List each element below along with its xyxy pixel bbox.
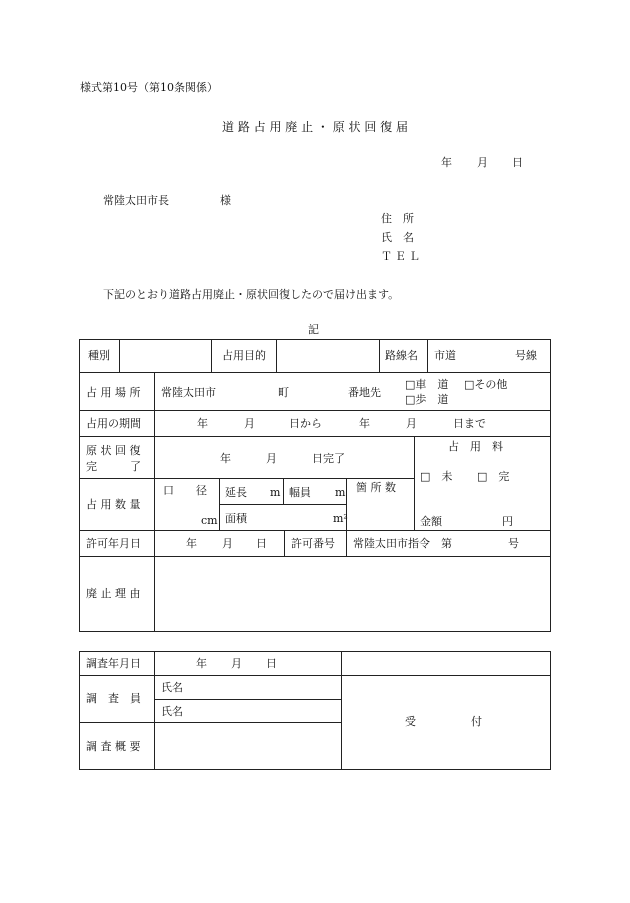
location-town: 町 [278, 386, 289, 399]
fee-unpaid-checkbox[interactable]: □ 未 [420, 470, 453, 483]
diameter-unit: cm [201, 514, 218, 527]
survey-summary-field[interactable] [156, 724, 339, 767]
route-suffix: 号線 [515, 349, 537, 362]
fee-yen: 円 [502, 515, 513, 528]
kind-field[interactable] [121, 341, 209, 371]
restore-month: 月 [266, 452, 277, 465]
fee-paid-checkbox[interactable]: □ 完 [477, 470, 510, 483]
period-year-2: 年 [359, 417, 370, 430]
purpose-field[interactable] [278, 341, 377, 371]
addressee-honorific: 様 [220, 194, 231, 207]
intro-text: 下記のとおり道路占用廃止・原状回復したので届け出ます。 [103, 288, 400, 301]
area-label: 面積 [225, 512, 247, 525]
surveyor-label: 調 査 員 [86, 692, 141, 705]
date-day-label: 日 [512, 156, 523, 169]
receipt-stamp-area [343, 677, 548, 767]
kind-label: 種別 [88, 349, 110, 362]
applicant-address-label: 住 所 [381, 212, 414, 225]
period-month-1: 月 [244, 417, 255, 430]
form-number: 様式第10号（第10条関係） [80, 81, 218, 94]
restore-label-line2: 完 了 [86, 460, 141, 473]
period-to: 日まで [453, 417, 486, 430]
permit-number-suffix: 号 [508, 537, 519, 550]
permit-date-label: 許可年月日 [86, 537, 141, 550]
date-year-label: 年 [441, 156, 452, 169]
route-prefix: 市道 [434, 349, 456, 362]
sidewalk-checkbox[interactable]: □歩 道 [405, 393, 449, 406]
diameter-label: 口 径 [163, 484, 207, 497]
quantity-label: 占 用 数 量 [86, 498, 141, 511]
purpose-label: 占用目的 [222, 349, 266, 362]
fee-label: 占 用 料 [448, 440, 503, 453]
period-from: 日から [289, 417, 322, 430]
location-banchi: 番地先 [348, 386, 381, 399]
period-month-2: 月 [406, 417, 417, 430]
period-label: 占用の期間 [86, 417, 141, 430]
survey-date-label: 調査年月日 [86, 657, 141, 670]
date-month-label: 月 [477, 156, 488, 169]
abolition-reason-field[interactable] [156, 558, 548, 629]
period-year-1: 年 [197, 417, 208, 430]
area-unit: m² [333, 512, 348, 525]
permit-number-label: 許可番号 [291, 537, 335, 550]
document-title: 道 路 占 用 廃 止 ・ 原 状 回 復 届 [222, 120, 408, 134]
restore-year: 年 [220, 452, 231, 465]
location-city: 常陸太田市 [161, 386, 216, 399]
survey-month: 月 [231, 657, 242, 670]
permit-number-prefix: 常陸太田市指令 第 [353, 537, 452, 550]
length-unit: m [270, 486, 281, 499]
applicant-name-label: 氏 名 [381, 231, 414, 244]
width-unit: m [335, 486, 346, 499]
permit-year: 年 [186, 537, 197, 550]
ki-heading: 記 [308, 323, 319, 336]
restore-done: 日完了 [312, 452, 345, 465]
location-label: 占 用 場 所 [86, 386, 141, 399]
permit-day: 日 [256, 537, 267, 550]
width-label: 幅員 [289, 486, 311, 499]
places-label: 箇 所 数 [356, 481, 396, 494]
survey-summary-label: 調 査 概 要 [86, 740, 141, 753]
permit-month: 月 [222, 537, 233, 550]
length-label: 延長 [225, 486, 247, 499]
abolition-reason-label: 廃 止 理 由 [86, 587, 141, 600]
fee-amount-label: 金額 [420, 515, 442, 528]
restore-label-line1: 原 状 回 復 [86, 444, 141, 457]
other-checkbox[interactable]: □その他 [464, 378, 508, 391]
survey-year: 年 [196, 657, 207, 670]
route-name-label: 路線名 [385, 349, 418, 362]
surveyor-name-1: 氏名 [161, 681, 183, 694]
addressee: 常陸太田市長 [103, 194, 169, 207]
survey-day: 日 [266, 657, 277, 670]
surveyor-name-2: 氏名 [161, 705, 183, 718]
receipt-label: 受 付 [405, 715, 482, 728]
roadway-checkbox[interactable]: □車 道 [405, 378, 449, 391]
applicant-tel-label: ＴＥＬ [381, 250, 423, 263]
